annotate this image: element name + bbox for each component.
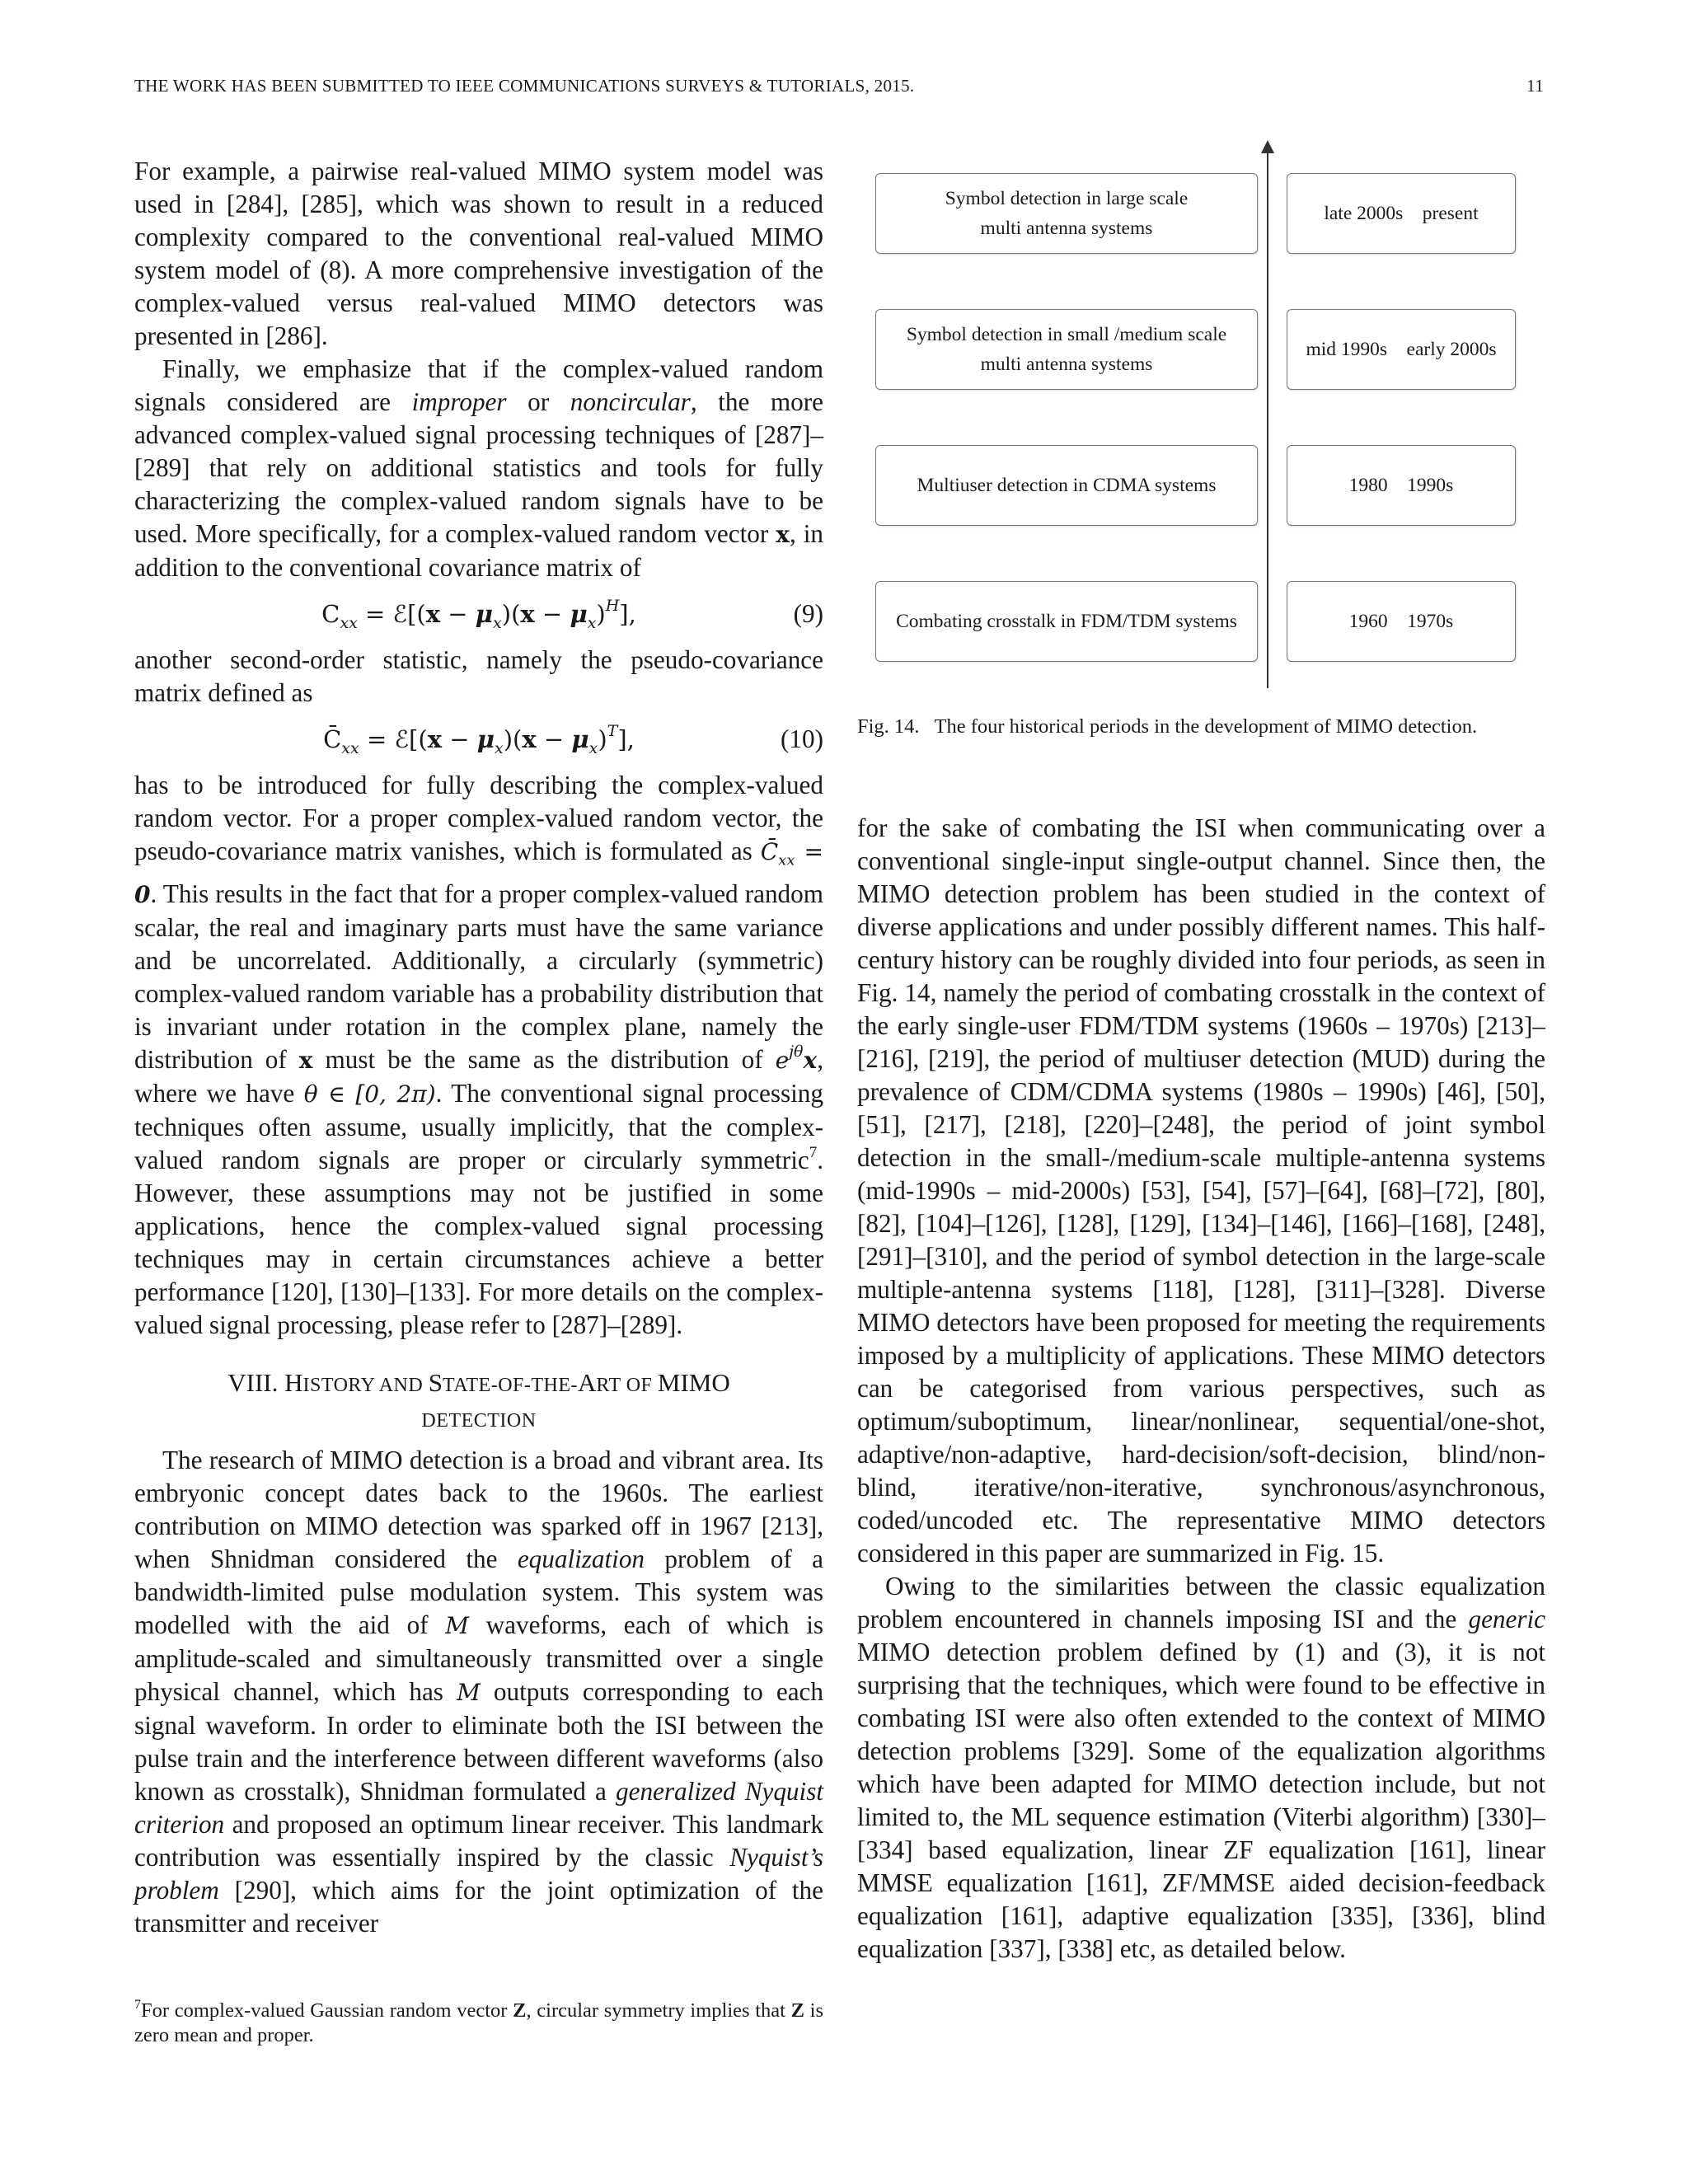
paragraph: for the sake of combating the ISI when communicating over a conventional single-input single-output channel. Since then, the MIMO detection problem has been studied in the context of diverse applications and under possibly different names. This half-century history can be roughly divided into four periods, as seen in Fig. 14, namely the period of combating crosstalk in the context of the early single-user FDM/TDM systems (1960s – 1970s) [213]–[216], [219], the period of multiuser detection (MUD) during the prevalence of CDM/CDMA systems (1980s – 1990s) [46], [50], [51], [217], [218], [220]–[248], the period of joint symbol detection in the small-/medium-scale multiple-antenna systems (mid-1990s – mid-2000s) [53], [54], [57]–[64], [68]–[72], [80], [82], [104]–[126], [128], [129], [134]–[146], [166]–[168], [248], [291]–[310], and the period of symbol detection in the large-scale multiple-antenna systems [118], [128], [311]–[328]. Diverse MIMO detectors have been proposed for meeting the requirements imposed by a multiplicity of applications. These MIMO detectors can be categorised from various perspectives, such as optimum/suboptimum, linear/nonlinear, sequential/one-shot, adaptive/non-adaptive, hard-decision/soft-decision, blind/non-blind, iterative/non-iterative, synchronous/asynchronous, coded/uncoded etc. The representative MIMO detectors considered in this paper are summarized in Fig. 15.	[857, 813, 1545, 1568]
paragraph: has to be introduced for fully describing the complex-valued random vector. For a proper complex-valued random vector, the pseudo-covariance matrix vanishes, which is formulated as $C̄_{xx} = 0$. This results in the fact that for a proper complex-valued random scalar, the real and imaginary parts must have the same variance and be uncorrelated. Additionally, a circularly (symmetric) complex-valued random variable has a probability distribution that is invariant under rotation in the complex plane, namely the distribution of x must be the same as the distribution of $e^{j\theta}x$, where we have θ ∈ [0, 2π). The conventional signal processing techniques often assume, usually implicitly, that the complex-valued random signals are proper or circularly symmetric$^7$. However, these assumptions may not be justified in some applications, hence the complex-valued signal processing techniques may in certain circumstances achieve a better performance [120], [130]–[133]. For more details on the complex-valued signal processing, please refer to [287]–[289].	[134, 771, 823, 1339]
footnote: $^7$For complex-valued Gaussian random vector Z, circular symmetry implies that Z is zero mean and proper.	[134, 1998, 824, 2046]
journal-title: THE WORK HAS BEEN SUBMITTED TO IEEE COMMUNICATIONS SURVEYS & TUTORIALS, 2015.	[134, 76, 915, 96]
period-description-box: Combating crosstalk in FDM/TDM systems	[875, 581, 1258, 662]
figure-caption: Fig. 14. The four historical periods in the development of MIMO detection.	[857, 715, 1478, 738]
equation-number: (9)	[793, 599, 823, 628]
section-heading: VIII. HISTORY AND STATE-OF-THE-ART OF MIMO DETECTION	[227, 1367, 730, 1432]
equation-body: $C_{xx}$ = ℰ[(x − $\mu_x)(x - \mu_x)^H$],	[321, 597, 636, 632]
inline-math: $C̄_{xx} = 0$	[134, 838, 823, 908]
period-description-box: Symbol detection in large scale multi antenna systems	[875, 173, 1258, 254]
figure-14	[857, 140, 1545, 750]
paragraph: Owing to the similarities between the classic equalization problem encountered in channels imposing ISI and the generic MIMO detection problem defined by (1) and (3), it is not surprising that the techniques, which were found to be effective in combating ISI were also often extended to the context of MIMO detection problems [329]. Some of the equalization algorithms which have been adapted for MIMO detection include, but not limited to, the ML sequence estimation (Viterbi algorithm) [330]–[334] based equalization, linear ZF equalization [161], linear MMSE equalization [161], ZF/MMSE aided decision-feedback equalization [161], adaptive equalization [335], [336], blind equalization [337], [338] etc, as detailed below.	[857, 1572, 1545, 1963]
paragraph: Finally, we emphasize that if the complex-valued random signals considered are improper or noncircular, the more advanced complex-valued signal processing techniques of [287]–[289] that rely on additional statistics and tools for fully characterizing the complex-valued random signals have to be used. More specifically, for a complex-valued random vector x, in addition to the conventional covariance matrix of	[134, 354, 824, 582]
left-column	[134, 155, 823, 1940]
equation-9	[134, 589, 823, 639]
right-column	[857, 812, 1545, 1966]
equation-10	[134, 715, 823, 764]
page-number: 11	[1526, 76, 1544, 96]
period-dates-box: mid 1990s early 2000s	[1287, 309, 1516, 390]
paragraph: another second-order statistic, namely the pseudo-covariance matrix defined as	[134, 645, 823, 707]
period-dates-box: 1960 1970s	[1287, 581, 1516, 662]
period-dates-box: 1980 1990s	[1287, 445, 1516, 526]
footnote-marker: 7	[809, 1143, 818, 1161]
running-header	[134, 76, 1544, 104]
inline-math: $e^{j\theta}x$	[775, 1042, 818, 1074]
equation-body: $C̄_{xx}$ = ℰ[(x − $\mu_x)(x - \mu_x)^T$],	[323, 722, 635, 757]
paragraph: The research of MIMO detection is a broad and vibrant area. Its embryonic concept dates back to the 1960s. The earliest contribution on MIMO detection was sparked off in 1967 [213], when Shnidman considered the equalization problem of a bandwidth-limited pulse modulation system. This system was modelled with the aid of M waveforms, each of which is amplitude-scaled and simultaneously transmitted over a single physical channel, which has M outputs corresponding to each signal waveform. In order to eliminate both the ISI between the pulse train and the interference between different waveforms (also known as crosstalk), Shnidman formulated a generalized Nyquist criterion and proposed an optimum linear receiver. This landmark contribution was essentially inspired by the classic Nyquist’s problem [290], which aims for the joint optimization of the transmitter and receiver	[134, 1445, 823, 1938]
period-description-box: Symbol detection in small /medium scale multi antenna systems	[875, 309, 1258, 390]
paragraph: For example, a pairwise real-valued MIMO system model was used in [284], [285], which was shown to result in a reduced complexity compared to the conventional real-valued MIMO system model of (8). A more comprehensive investigation of the complex-valued versus real-valued MIMO detectors was presented in [286].	[134, 157, 823, 350]
timeline-axis	[1267, 148, 1268, 688]
period-dates-box: late 2000s present	[1287, 173, 1516, 254]
equation-number: (10)	[781, 724, 823, 753]
period-description-box: Multiuser detection in CDMA systems	[875, 445, 1258, 526]
